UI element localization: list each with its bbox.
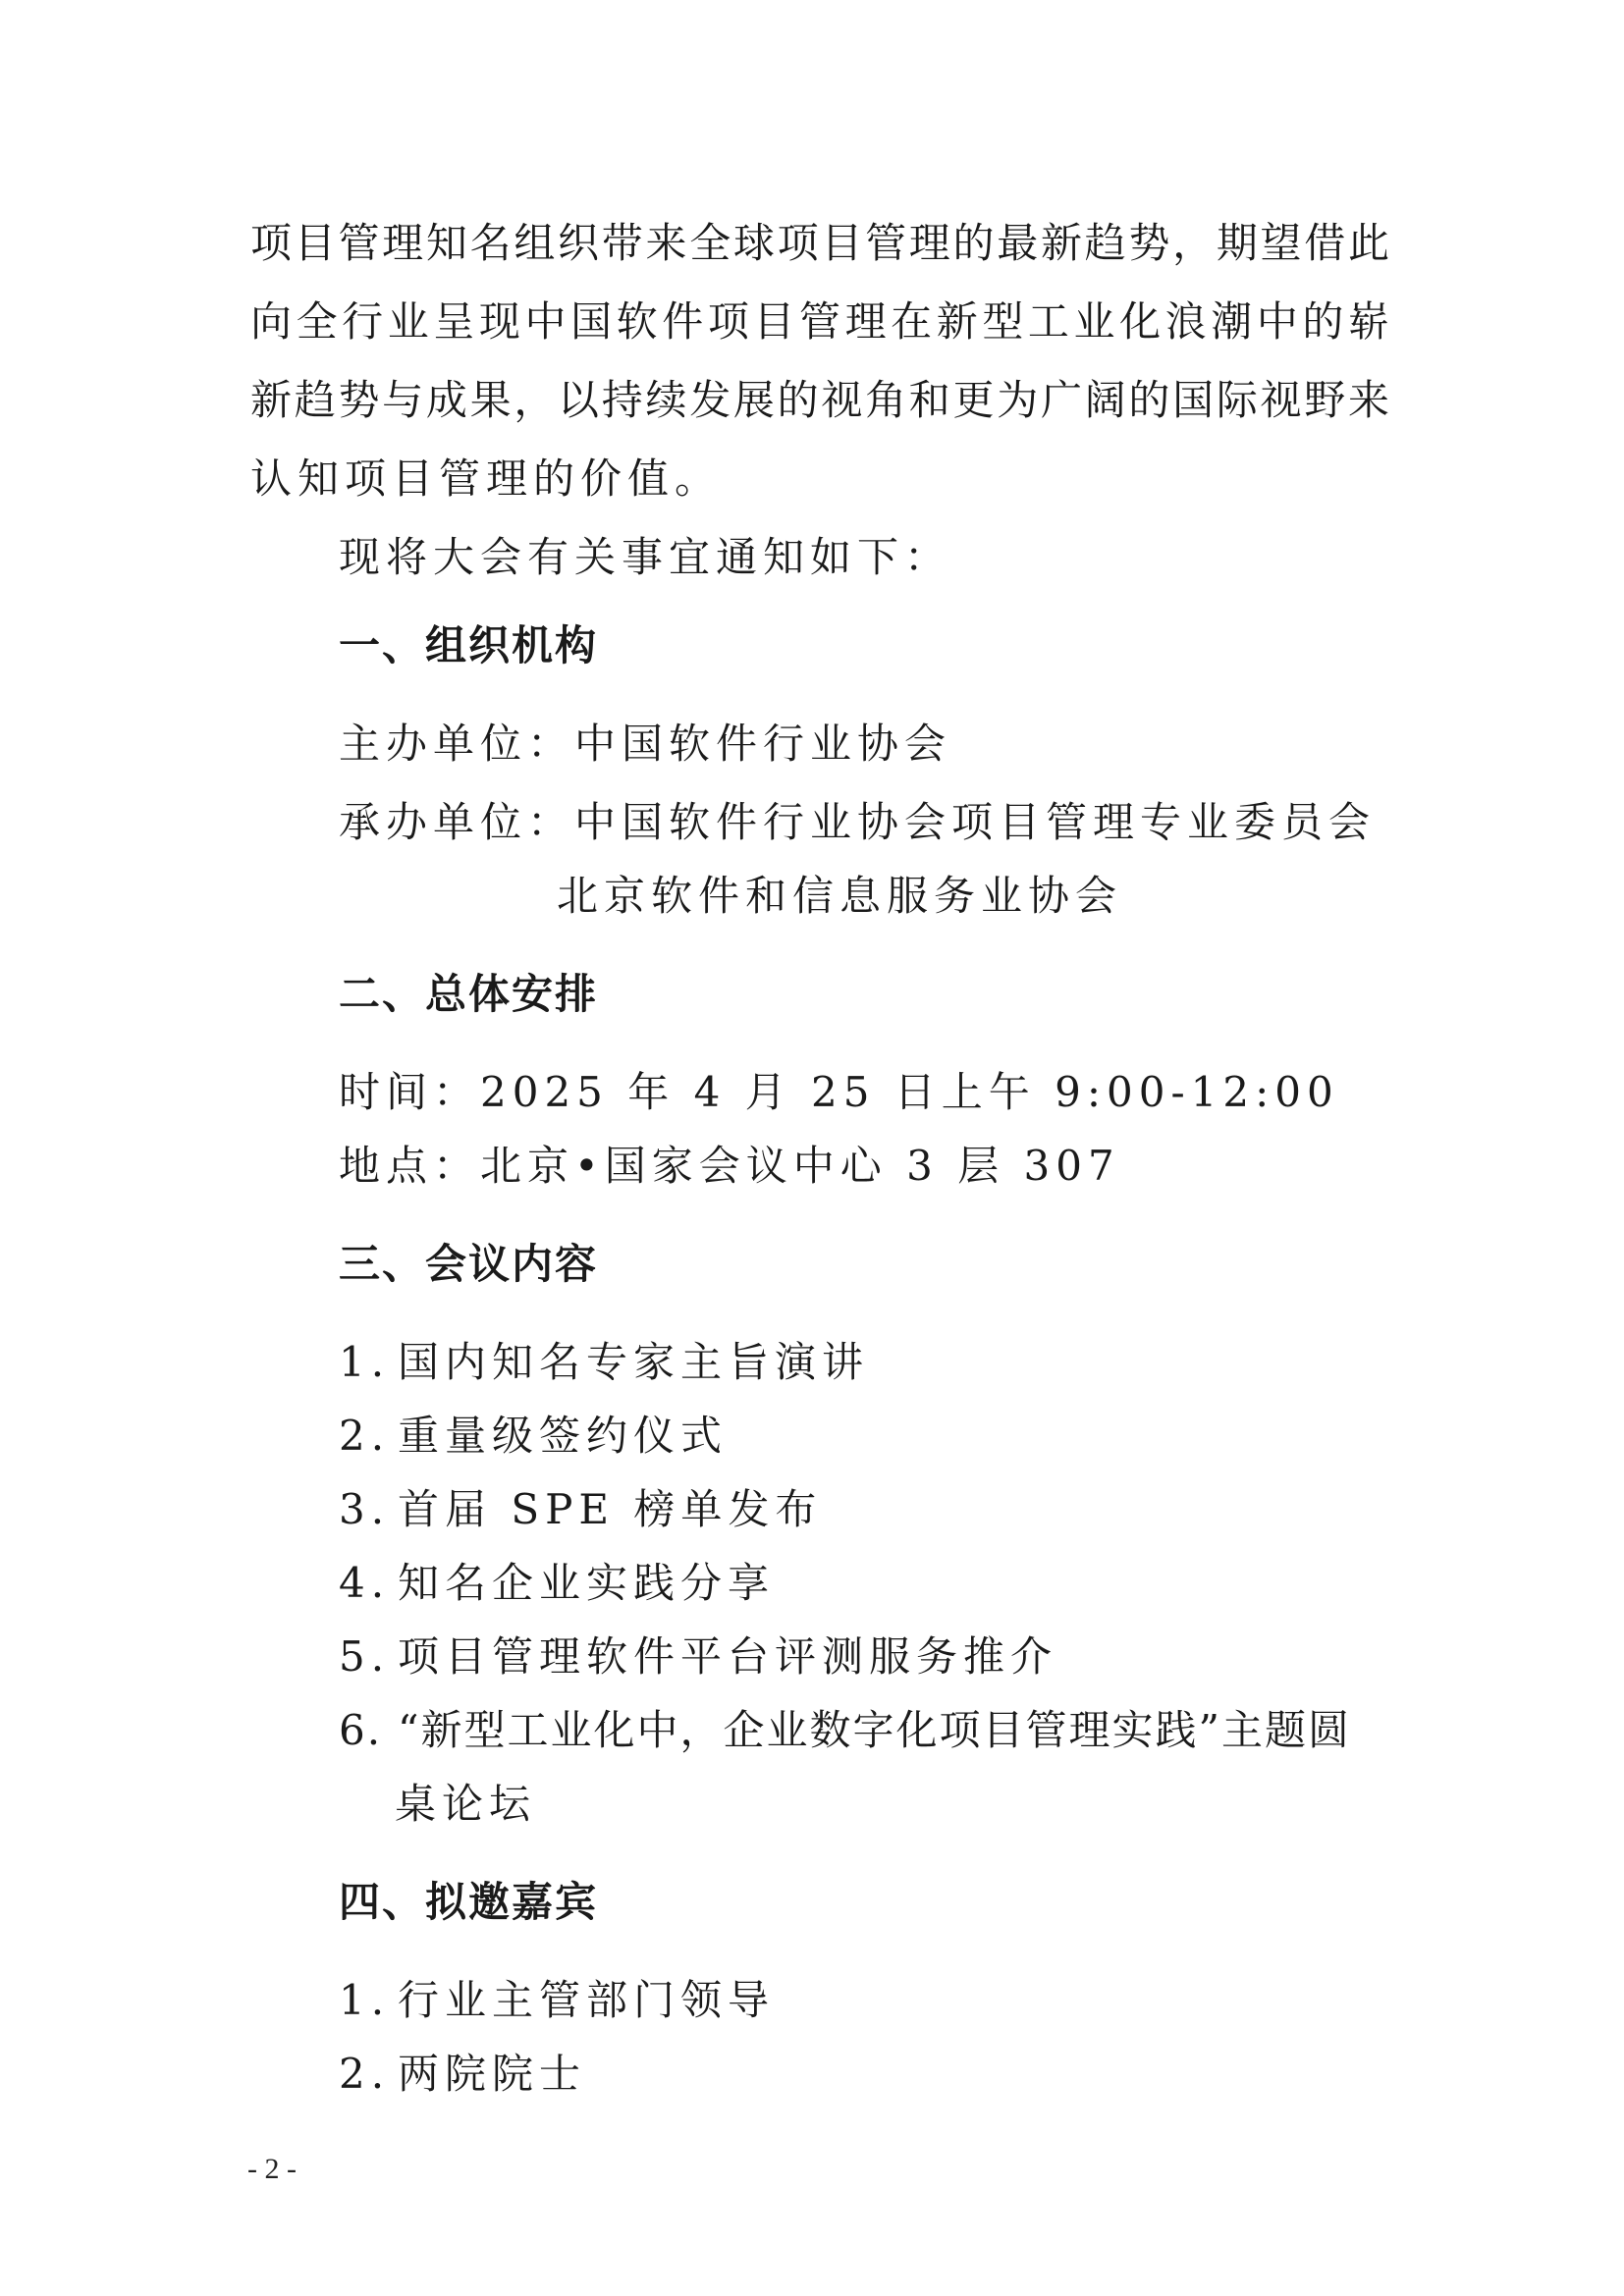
list-item-continuation: 桌论坛 <box>395 1780 537 1828</box>
list-item-text: 两院院士 <box>398 2050 587 2098</box>
list-item <box>339 1554 1478 1613</box>
list-item <box>339 1480 1478 1539</box>
list-item <box>339 1407 1478 1466</box>
list-item-number: 6. <box>339 1706 383 1754</box>
organizer-unit-2: 北京软件和信息服务业协会 <box>557 872 1123 920</box>
list-item-number: 1. <box>339 1338 391 1386</box>
intro-line-3: 新趋势与成果，以持续发展的视角和更为广阔的国际视野来 <box>250 376 1389 424</box>
meeting-time: 时间：2025 年 4 月 25 日上午 9:00-12:00 <box>339 1068 1339 1116</box>
list-item-text: 重量级签约仪式 <box>398 1412 729 1460</box>
list-item-number: 1. <box>339 1976 391 2024</box>
list-item-number: 5. <box>339 1632 391 1681</box>
host-unit: 主办单位：中国软件行业协会 <box>339 720 952 768</box>
intro-line-4: 认知项目管理的价值。 <box>250 454 723 503</box>
list-item-number: 3. <box>339 1485 391 1533</box>
list-item <box>339 1701 1389 1760</box>
list-item-text: 项目管理软件平台评测服务推介 <box>398 1632 1058 1681</box>
intro-line-1: 项目管理知名组织带来全球项目管理的最新趋势，期望借此 <box>250 219 1389 267</box>
intro-line-2: 向全行业呈现中国软件项目管理在新型工业化浪潮中的崭 <box>250 297 1389 346</box>
list-item-text: 首届 SPE 榜单发布 <box>398 1485 823 1533</box>
list-item-text: 知名企业实践分享 <box>398 1559 776 1607</box>
section-heading-content: 三、会议内容 <box>339 1240 599 1288</box>
section-heading-arrangement: 二、总体安排 <box>339 970 599 1018</box>
organizer-unit: 承办单位：中国软件行业协会项目管理专业委员会 <box>339 798 1377 846</box>
list-item <box>339 2045 1478 2104</box>
list-item <box>339 1971 1478 2030</box>
list-item <box>339 1628 1478 1686</box>
meeting-place: 地点：北京•国家会议中心 3 层 307 <box>339 1142 1120 1190</box>
section-heading-organization: 一、组织机构 <box>339 621 599 669</box>
list-item-number: 2. <box>339 1412 391 1460</box>
list-item <box>339 1333 1478 1392</box>
page-number: - 2 - <box>247 2153 297 2185</box>
list-item-text: 国内知名专家主旨演讲 <box>398 1338 870 1386</box>
list-item-number: 4. <box>339 1559 391 1607</box>
notice-line: 现将大会有关事宜通知如下： <box>339 533 952 581</box>
list-item-text: “新型工业化中，企业数字化项目管理实践”主题圆 <box>398 1706 1351 1754</box>
list-item-text: 行业主管部门领导 <box>398 1976 776 2024</box>
section-heading-guests: 四、拟邀嘉宾 <box>339 1878 599 1926</box>
list-item-number: 2. <box>339 2050 391 2098</box>
